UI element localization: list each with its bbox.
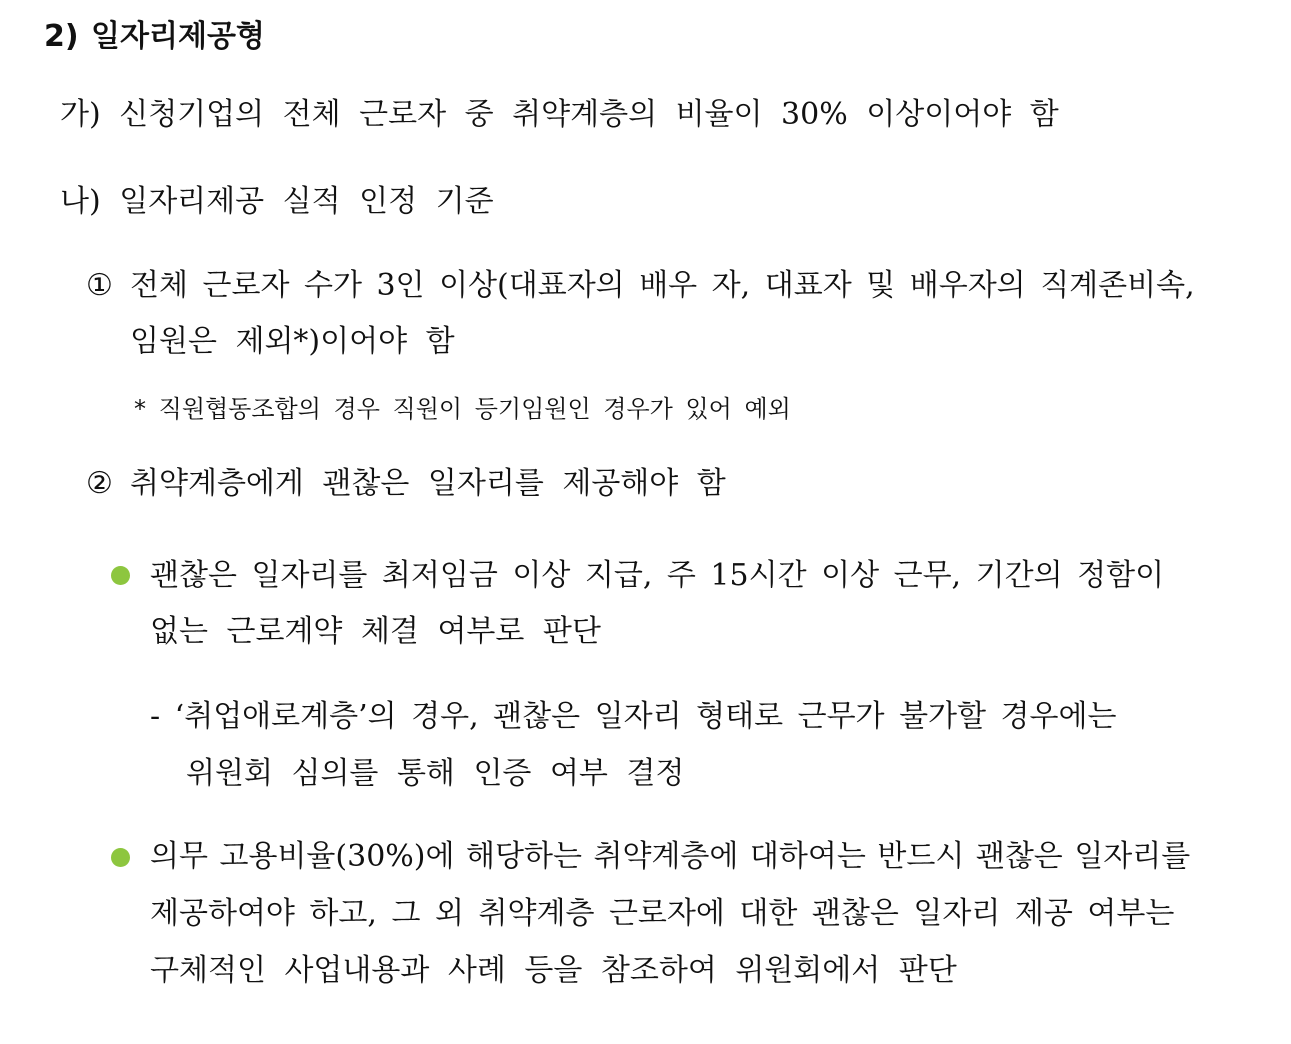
section-heading: 2) 일자리제공형: [44, 19, 265, 54]
criterion-1-marker: ①: [86, 268, 113, 303]
criterion-1-note: * 직원협동조합의 경우 직원이 등기임원인 경우가 있어 예외: [134, 395, 791, 423]
dash-item-line-2: 위원회 심의를 통해 인증 여부 결정: [186, 756, 685, 791]
bullet-2-line-3: 구체적인 사업내용과 사례 등을 참조하여 위원회에서 판단: [150, 953, 957, 988]
bullet-1-line-2: 없는 근로계약 체결 여부로 판단: [150, 614, 601, 649]
bullet-2-line-2: 제공하여야 하고, 그 외 취약계층 근로자에 대한 괜찮은 일자리 제공 여부는: [150, 896, 1175, 931]
bullet-1-line-1: 괜찮은 일자리를 최저임금 이상 지급, 주 15시간 이상 근무, 기간의 정함이: [150, 558, 1165, 593]
bullet-2-line-1: 의무 고용비율(30%)에 해당하는 취약계층에 대하여는 반드시 괜찮은 일자리를: [150, 839, 1191, 874]
bullet-dot-icon: [111, 848, 130, 867]
dash-item-line-1: - ‘취업애로계층’의 경우, 괜찮은 일자리 형태로 근무가 불가할 경우에는: [150, 699, 1117, 734]
criterion-2-line-1: 취약계층에게 괜찮은 일자리를 제공해야 함: [130, 466, 726, 501]
bullet-dot-icon: [111, 566, 130, 585]
item-na: 나) 일자리제공 실적 인정 기준: [60, 184, 494, 219]
item-ga: 가) 신청기업의 전체 근로자 중 취약계층의 비율이 30% 이상이어야 함: [60, 97, 1059, 132]
criterion-1-line-2: 임원은 제외*)이어야 함: [130, 324, 455, 359]
criterion-2-marker: ②: [86, 466, 113, 501]
criterion-1-line-1: 전체 근로자 수가 3인 이상(대표자의 배우 자, 대표자 및 배우자의 직계존비속,: [130, 268, 1195, 303]
